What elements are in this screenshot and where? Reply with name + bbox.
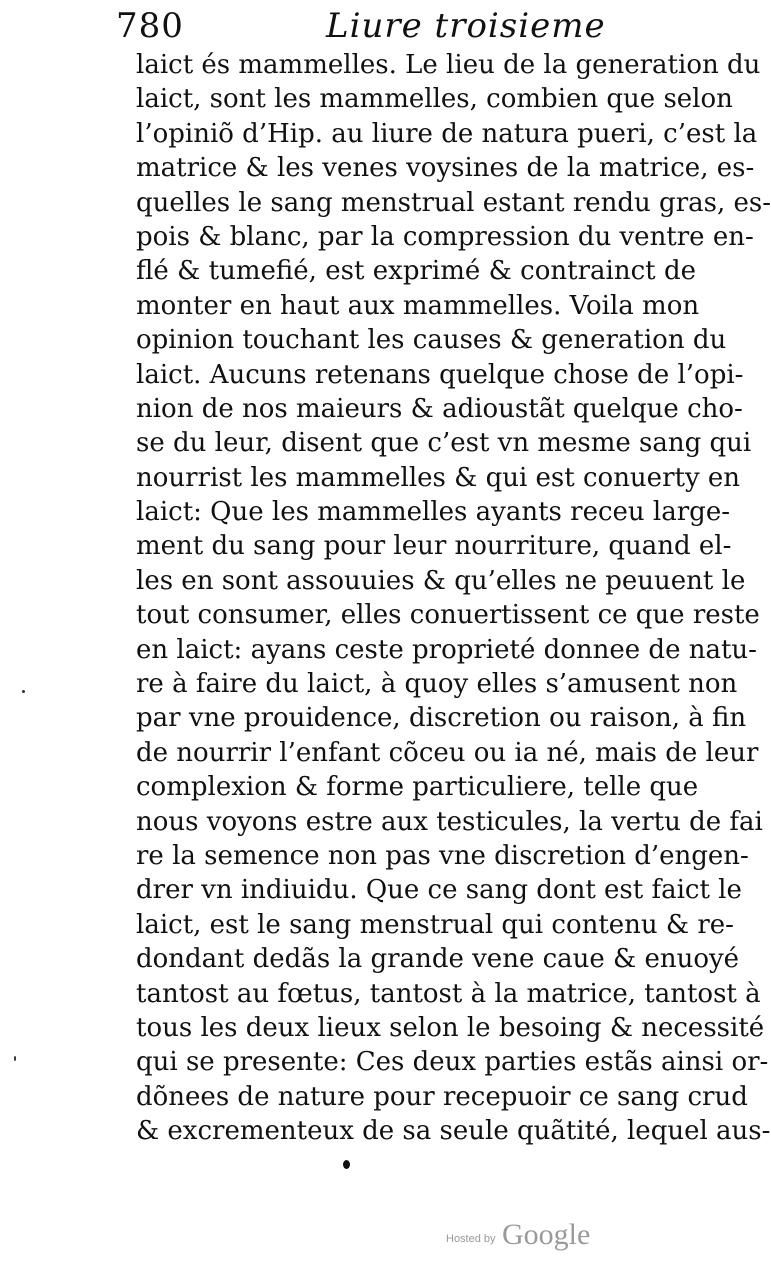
text-line: complexion & forme particuliere, telle que bbox=[136, 772, 699, 803]
text-line: tantost au fœtus, tantost à la matrice, tantost à bbox=[136, 978, 761, 1009]
text-line: monter en haut aux mammelles. Voila mon bbox=[136, 290, 700, 321]
text-line: laict. Aucuns retenans quelque chose de l’opi- bbox=[136, 359, 744, 390]
text-line: dondant dedãs la grande vene caue & enuoyé bbox=[136, 944, 740, 975]
text-line: en laict: ayans ceste proprieté donnee de natu- bbox=[136, 634, 757, 665]
page-number: 780 bbox=[116, 6, 184, 46]
text-line: se du leur, disent que c’est vn mesme sang qui bbox=[136, 428, 752, 459]
google-watermark bbox=[446, 1218, 606, 1254]
signature-dot bbox=[343, 1160, 350, 1169]
text-line: laict, sont les mammelles, combien que selon bbox=[136, 84, 733, 115]
text-line: matrice & les venes voysines de la matrice, es- bbox=[136, 153, 755, 184]
body-text bbox=[136, 48, 771, 1149]
text-line: tous les deux lieux selon le besoing & necessité bbox=[136, 1012, 765, 1043]
ink-speck bbox=[22, 690, 25, 693]
google-logo: Google bbox=[502, 1218, 591, 1251]
running-title: Liure troisieme bbox=[326, 6, 606, 46]
text-line: laict: Que les mammelles ayants receu large- bbox=[136, 497, 730, 528]
text-line: tout consumer, elles conuertissent ce que reste bbox=[136, 600, 760, 631]
text-line: dõnees de nature pour recepuoir ce sang crud bbox=[136, 1081, 748, 1112]
text-line: re la semence non pas vne discretion d’engen- bbox=[136, 840, 749, 871]
text-line: ment du sang pour leur nourriture, quand el- bbox=[136, 531, 732, 562]
text-line: quelles le sang menstrual estant rendu gras, es- bbox=[136, 187, 771, 218]
text-line: flé & tumefié, est exprimé & contrainct de bbox=[136, 256, 696, 287]
text-line: laict, est le sang menstrual qui contenu & re- bbox=[136, 909, 734, 940]
text-line: nous voyons estre aux testicules, la vertu de fai bbox=[136, 806, 763, 837]
text-line: nourrist les mammelles & qui est conuerty en bbox=[136, 462, 741, 493]
text-line: par vne prouidence, discretion ou raison, à fin bbox=[136, 703, 747, 734]
text-line: laict és mammelles. Le lieu de la generation du bbox=[136, 50, 761, 80]
text-line: l’opiniõ d’Hip. au liure de natura pueri, c’est la bbox=[136, 118, 758, 149]
running-head bbox=[116, 4, 616, 48]
watermark-prefix: Hosted by bbox=[446, 1233, 496, 1245]
text-line: de nourrir l’enfant cõceu ou ia né, mais de leur bbox=[136, 737, 759, 768]
text-line: opinion touchant les causes & generation du bbox=[136, 325, 727, 356]
text-line: qui se presente: Ces deux parties estãs ainsi or- bbox=[136, 1047, 769, 1078]
text-line: pois & blanc, par la compression du ventre en- bbox=[136, 221, 754, 252]
text-line: & excrementeux de sa seule quãtité, lequel aus- bbox=[136, 1116, 771, 1147]
text-line: nion de nos maieurs & adioustãt quelque cho- bbox=[136, 393, 743, 424]
ink-speck bbox=[14, 1056, 16, 1061]
text-line: re à faire du laict, à quoy elles s’amusent non bbox=[136, 669, 738, 700]
text-line: drer vn indiuidu. Que ce sang dont est faict le bbox=[136, 875, 742, 906]
text-line: les en sont assouuies & qu’elles ne peuuent le bbox=[136, 565, 746, 596]
